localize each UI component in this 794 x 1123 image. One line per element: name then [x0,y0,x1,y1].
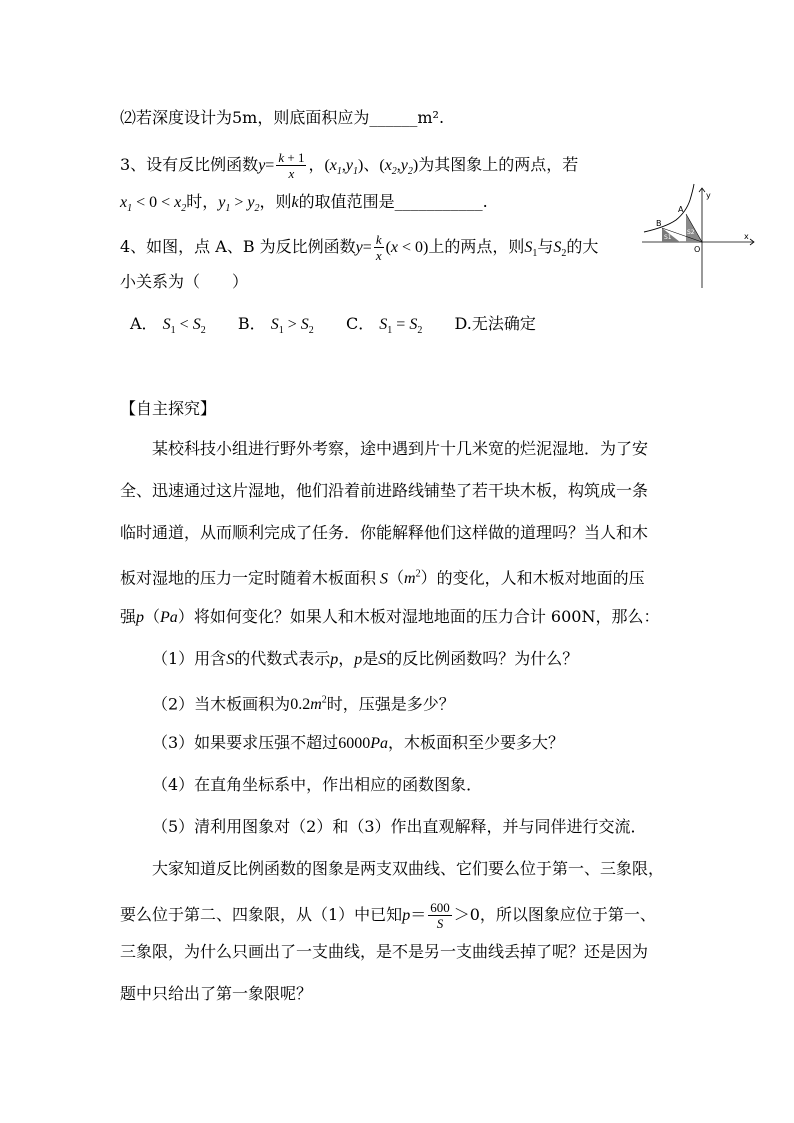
inequality-y: $y_1 > y_2$ [218,194,260,215]
option-a-label: A． [130,314,158,333]
item2-text: 时，压强是多少？ [326,694,455,714]
option-b-expr: $S_1 > S_2$ [270,316,314,337]
q3-blank: ___________. [394,192,488,211]
q3-text: 为其图象上的两点，若 [418,155,579,174]
fraction-k-over-x [374,232,384,263]
label-o: O [694,245,701,254]
option-d-label: D.无法确定 [454,314,536,333]
point-1: $(x_1,y_1)$ [324,157,364,178]
frac-den: x [375,248,382,263]
frac-num: k [375,232,382,247]
para2-line1: 大家知道反比例函数的图象是两支双曲线、它们要么位于第一、三象限， [152,859,665,878]
q3-line1 [120,150,578,182]
comma: ， [338,651,355,668]
q3-text: 、 [363,155,380,174]
equals-sign: ＝ [410,907,427,924]
label-b: B [656,219,662,228]
label-s2: S2 [687,229,695,236]
var-s2: $S_2$ [553,239,567,260]
para1-line3: 临时通道，从而顺利完成了任务．你能解释他们这样做的道理吗？当人和木 [120,523,649,542]
label-x: x [744,232,749,241]
item-1 [152,649,578,670]
inequality-x: $x_1 < 0 < x_2$ [120,194,187,215]
item3-text: （3）如果要求压强不超过 [152,733,339,752]
section-title: 【自主探究】 [120,399,217,418]
q3-text: 3、设有反比例函数 [120,155,259,174]
var-s: S [226,651,235,668]
para1-text: 将如何变化？如果人和木板对湿地地面的压力合计 600N，那么： [193,607,660,626]
para1-line1: 某校科技小组进行野外考察，途中遇到片十几米宽的烂泥湿地．为了安 [152,439,649,458]
para1-text: 的变化，人和木板对地面的压 [436,568,645,588]
var-p: p [330,651,339,668]
para1-text: 板对湿地的压力一定时随着木板面积 [120,568,377,588]
item2-text: （2）当木板画积为 [152,694,291,714]
item-4: （4）在直角坐标系中，作出相应的函数图象． [152,775,483,794]
item-3 [152,733,564,754]
q3-line2 [120,192,488,219]
para1-line2: 全、迅速通过这片湿地，他们沿着前进路线铺垫了若干块木板，构筑成一条 [120,481,649,500]
frac-den: x [288,166,295,181]
area-value: $0.2m^2$ [290,695,327,714]
var-s1: $S_1$ [524,239,538,260]
item1-text: 的反比例函数吗？为什么？ [386,649,579,668]
unit-pa: （Pa） [144,609,194,626]
var-s-area: S [376,570,389,588]
frac-den: S [436,916,444,931]
item1-text: （1）用含 [152,649,227,668]
frac-num: k + 1 [278,150,305,165]
q4-figure [642,182,762,290]
formula-y: y [355,239,363,256]
q3-text: ，则 [259,192,292,211]
q4-text: 与 [537,237,554,256]
para1-text: 强 [120,607,137,626]
para2-line2 [120,900,656,931]
frac-num: 600 [430,900,450,915]
para2-text: ＞0，所以图象应位于第一、 [453,905,656,924]
equals-sign: = [362,239,372,256]
para2-text: 要么位于第二、四象限，从（1）中已知 [120,905,403,924]
domain-condition: (x < 0) [385,239,429,256]
item3-text: ，木板面积至少要多大？ [387,733,564,752]
label-a: A [678,205,684,214]
option-b-label: B． [237,314,266,333]
q3-text: 的取值范围是 [298,192,395,211]
item-2 [152,691,455,715]
fraction-600-over-s [428,900,452,931]
equals-sign: = [265,157,275,174]
point-2: $(x_2,y_2)$ [379,157,419,178]
q4-text: 上的两点，则 [428,237,525,256]
item1-text: 是 [362,649,379,668]
q4-text: 的大 [566,237,599,256]
q3-text: ， [308,155,325,174]
para2-line4: 题中只给出了第一象限呢？ [120,984,313,1003]
q4-text: 4、如图，点 A、B 为反比例函数 [120,237,356,256]
var-p: p [402,907,411,924]
formula-y-eq: y [258,157,266,174]
var-k: k [291,194,299,211]
q4-line2: 小关系为（ ） [120,272,249,291]
var-p-pressure: p [136,609,145,626]
q3-text: 时， [186,192,219,211]
para1-line5 [120,607,659,628]
var-p: p [354,651,363,668]
var-s: S [378,651,387,668]
label-s1: S1 [664,234,672,241]
para1-line4 [120,565,645,589]
fraction-k-plus-1-over-x [276,150,306,181]
option-c-expr: $S_1 = S_2$ [379,316,423,337]
q4-line1 [120,232,598,264]
para2-line3: 三象限，为什么只画出了一支曲线，是不是另一支曲线丢掉了呢？还是因为 [120,942,649,961]
pressure-value: 6000Pa [338,735,388,752]
option-a-expr: $S_1 < S_2$ [162,316,206,337]
item-5: （5）清利用图象对（2）和（3）作出直观解释，并与同伴进行交流． [152,817,647,836]
option-c-label: C． [345,314,375,333]
q2-line: ⑵若深度设计为5m，则底面积应为______m². [120,108,445,127]
q4-options [130,314,536,341]
label-y: y [706,191,711,200]
unit-m2: $(m^2)$ [388,569,437,588]
item1-text: 的代数式表示 [234,649,331,668]
